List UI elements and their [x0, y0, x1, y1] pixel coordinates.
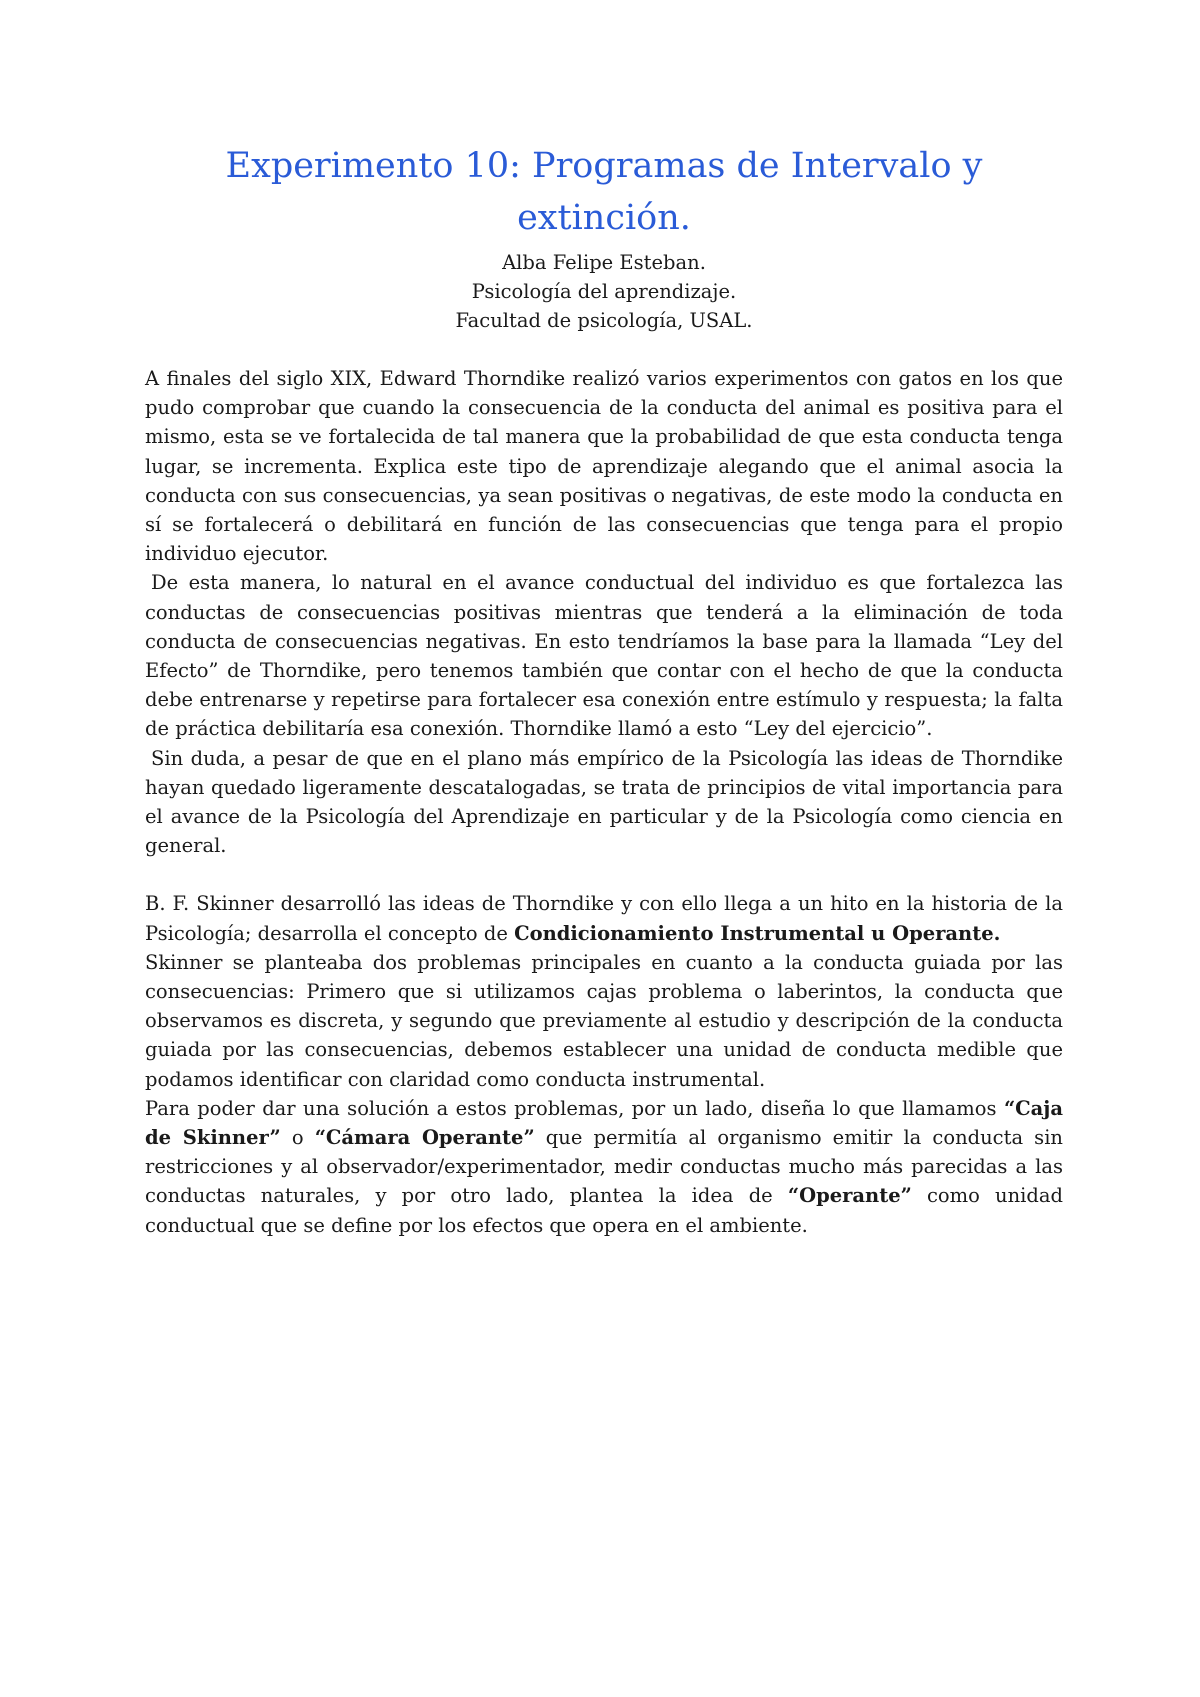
spacer	[145, 335, 1063, 364]
faculty-name: Facultad de psicología, USAL.	[455, 309, 753, 332]
document-title: Experimento 10: Programas de Intervalo y extinción.	[225, 146, 983, 238]
paragraph-thorndike-intro: A finales del siglo XIX, Edward Thorndike realizó varios experimentos con gatos en los que pudo comprobar que cuando la consecuencia de la conducta del animal es positiva para el mismo, esta se ve fortalecida de tal manera que la probabilidad de que esta conducta tenga lugar, se incrementa. Explica este tipo de aprendizaje alegando que el animal asocia la conducta con sus consecuencias, ya sean positivas o negativas, de este modo la conducta en sí se fortalecerá o debilitará en función de las consecuencias que tenga para el propio individuo ejecutor.	[145, 367, 1063, 566]
solution-text-a: Para poder dar una solución a estos problemas, por un lado, diseña lo que llamamos	[145, 1096, 1004, 1120]
paragraph-conclusion-thorndike: Sin duda, a pesar de que en el plano más empírico de la Psicología las ideas de Thorndike hayan quedado ligeramente descatalogadas, se trata de principios de vital importancia para el avance de la Psicología del Aprendizaje en particular y de la Psicología como ciencia en general.	[145, 746, 1063, 858]
course-name: Psicología del aprendizaje.	[471, 280, 737, 303]
solution-text-b: o	[280, 1126, 315, 1150]
solution-text-c: que permitía al organismo emitir la conducta sin restricciones y al observador/experimentador, medir conductas mucho más parecidas a las conductas naturales, y por otro lado, plantea la idea de	[145, 1126, 1063, 1208]
author-name: Alba Felipe Esteban.	[502, 251, 706, 274]
document-meta	[145, 248, 1063, 335]
operante-term: “Operante”	[787, 1184, 912, 1208]
spacer	[145, 860, 1063, 889]
solution-text-d: como unidad conductual que se define por los efectos que opera en el ambiente.	[145, 1184, 1063, 1237]
caja-skinner-term: “Caja de Skinner”	[145, 1096, 1063, 1150]
paragraph-skinner-intro	[145, 889, 1063, 947]
camara-operante-term: “Cámara Operante”	[314, 1126, 535, 1150]
paragraph-skinner-solution	[145, 1094, 1063, 1240]
document-page	[145, 140, 1063, 1240]
paragraph-skinner-problems: Skinner se planteaba dos problemas principales en cuanto a la conducta guiada por las consecuencias: Primero que si utilizamos cajas problema o laberintos, la conducta que observamos es discreta, y segundo que previamente al estudio y descripción de la conducta guiada por las consecuencias, debemos establecer una unidad de conducta medible que podamos identificar con claridad como conducta instrumental.	[145, 950, 1063, 1091]
skinner-intro-text: B. F. Skinner desarrolló las ideas de Thorndike y con ello llega a un hito en la historia de la Psicología; desarrolla el concepto de	[145, 892, 1063, 945]
paragraph-ley-efecto: De esta manera, lo natural en el avance conductual del individuo es que fortalezca las conductas de consecuencias positivas mientras que tenderá a la eliminación de toda conducta de consecuencias negativas. En esto tendríamos la base para la llamada “Ley del Efecto” de Thorndike, pero tenemos también que contar con el hecho de que la conducta debe entrenarse y repetirse para fortalecer esa conexión entre estímulo y respuesta; la falta de práctica debilitaría esa conexión. Thorndike llamó a esto “Ley del ejercicio”.	[145, 571, 1063, 741]
condicionamiento-term: Condicionamiento Instrumental u Operante.	[514, 921, 1001, 945]
